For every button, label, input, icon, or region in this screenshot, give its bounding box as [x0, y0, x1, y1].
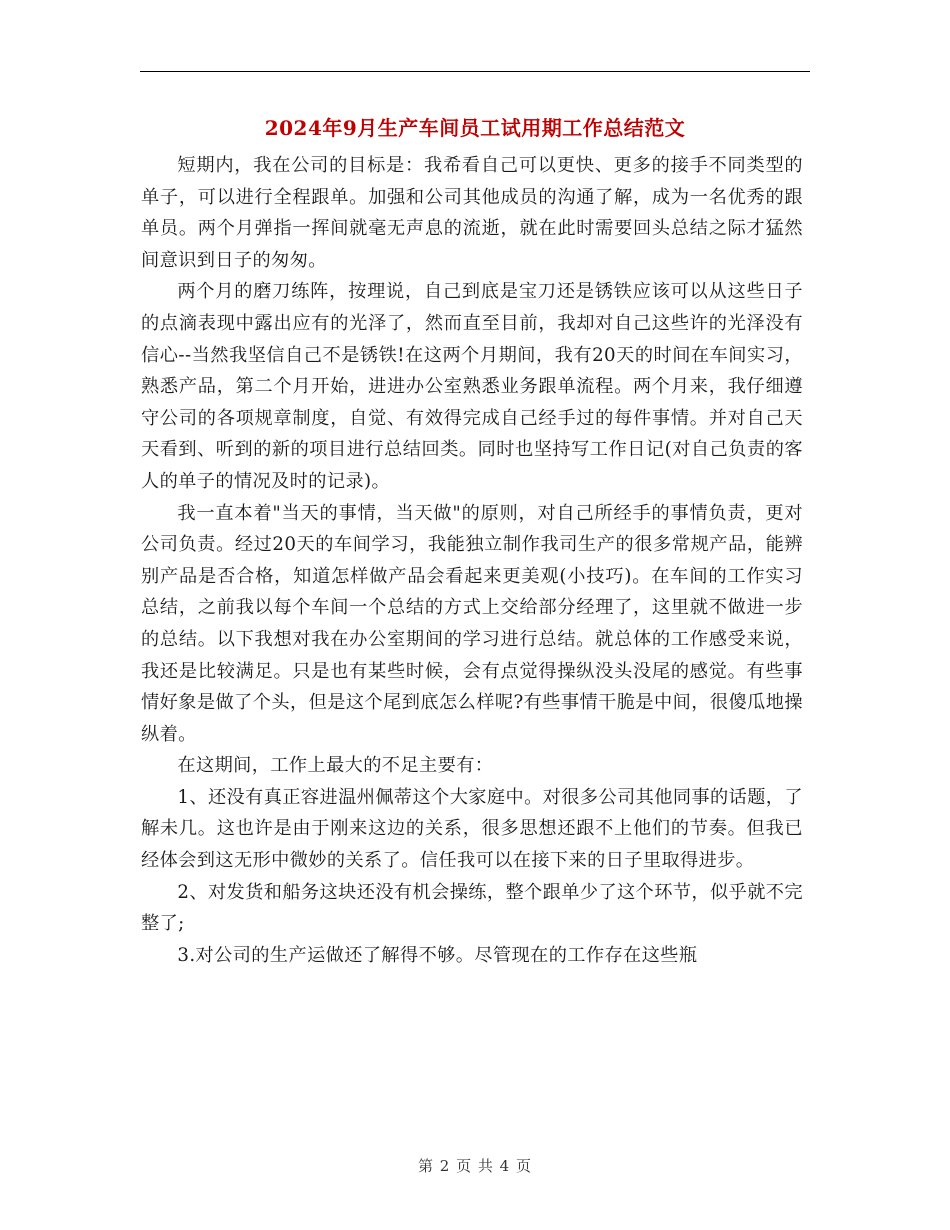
paragraph: 两个月的磨刀练阵，按理说，自己到底是宝刀还是锈铁应该可以从这些日子的点滴表现中露出应有的光泽了，然而直至目前，我却对自己这些许的光泽没有信心--当然我坚信自己不是锈铁!在这两个月期间，我有20天的时间在车间实习，熟悉产品，第二个月开始，进进办公室熟悉业务跟单流程。两个月来，我仔细遵守公司的各项规章制度，自觉、有效得完成自己经手过的每件事情。并对自己天天看到、听到的新的项目进行总结回类。同时也坚持写工作日记(对自己负责的客人的单子的情况及时的记录)。	[141, 281, 803, 492]
document-body	[141, 150, 803, 971]
page-number: 第 2 页 共 4 页	[418, 1157, 532, 1175]
paragraph: 2、对发货和船务这块还没有机会操练，整个跟单少了这个环节，似乎就不完整了;	[141, 881, 803, 935]
header-rule	[140, 71, 810, 72]
paragraph: 我一直本着"当天的事情，当天做"的原则，对自己所经手的事情负责，更对公司负责。经过20天的车间学习，我能独立制作我司生产的很多常规产品，能辨别产品是否合格，知道怎样做产品会看起来更美观(小技巧)。在车间的工作实习总结，之前我以每个车间一个总结的方式上交给部分经理了，这里就不做进一步的总结。以下我想对我在办公室期间的学习进行总结。就总体的工作感受来说，我还是比较满足。只是也有某些时候，会有点觉得操纵没头没尾的感觉。有些事情好象是做了个头，但是这个尾到底怎么样呢?有些事情干脆是中间，很傻瓜地操纵着。	[141, 502, 803, 745]
paragraph: 3.对公司的生产运做还了解得不够。尽管现在的工作存在这些瓶	[177, 944, 698, 966]
paragraph: 短期内，我在公司的目标是：我希看自己可以更快、更多的接手不同类型的单子，可以进行全程跟单。加强和公司其他成员的沟通了解，成为一名优秀的跟单员。两个月弹指一挥间就毫无声息的流逝，就在此时需要回头总结之际才猛然间意识到日子的匆匆。	[141, 155, 803, 271]
document-title: 2024年9月生产车间员工试用期工作总结范文	[264, 116, 686, 140]
paragraph: 1、还没有真正容进温州佩蒂这个大家庭中。对很多公司其他同事的话题，了解未几。这也许是由于刚来这边的关系，很多思想还跟不上他们的节奏。但我已经体会到这无形中微妙的关系了。信任我可以在接下来的日子里取得进步。	[141, 786, 803, 872]
paragraph: 在这期间，工作上最大的不足主要有：	[177, 755, 494, 777]
